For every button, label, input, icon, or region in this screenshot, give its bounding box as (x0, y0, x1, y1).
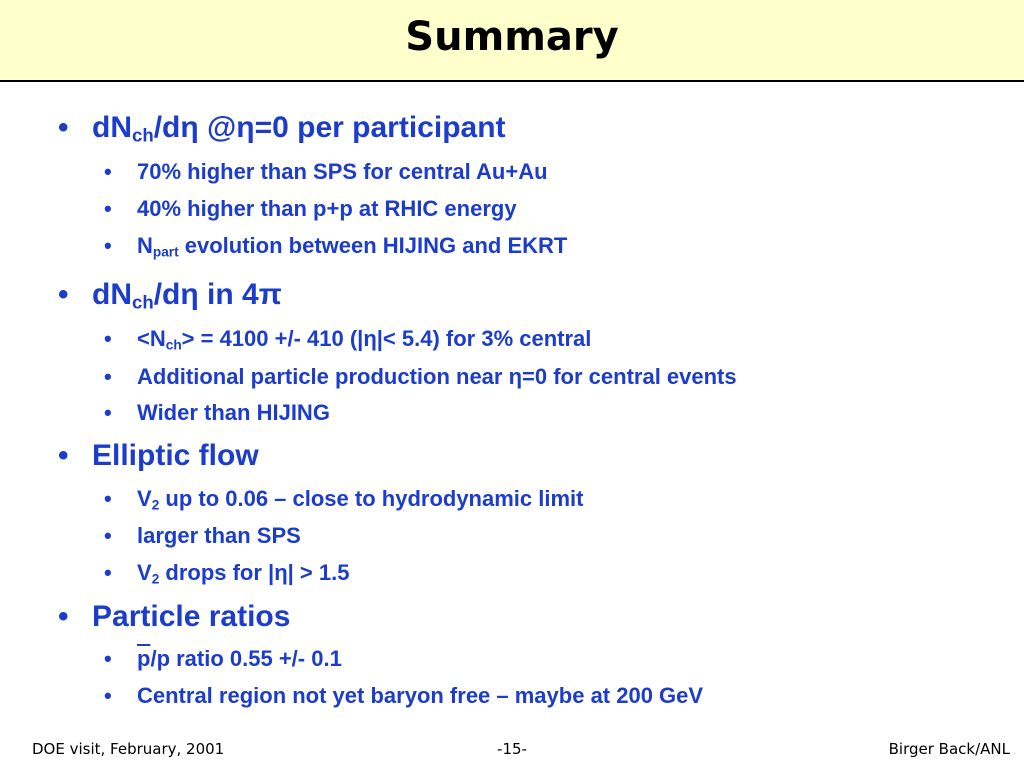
bullet-heading: $dN_{ch}/d\eta$ @η=0 per participant (92, 111, 506, 146)
sub-bullet-text: Central region not yet baryon free – maybe at 200 GeV (137, 683, 704, 708)
sub-bullet-text: Wider than HIJING (137, 400, 330, 425)
bullet-dot-icon: • (104, 560, 112, 585)
bullet-dot-icon: • (104, 683, 112, 708)
sub-bullet-text: $N_{part}$ evolution between HIJING and EKRT (137, 233, 568, 260)
bullet-dot-icon: • (58, 439, 69, 472)
bullet-heading: Particle ratios (92, 600, 291, 633)
bullet-dot-icon: • (104, 159, 112, 184)
footer-right: Birger Back/ANL (888, 740, 1010, 758)
sub-bullet-text: 70% higher than SPS for central Au+Au (137, 159, 548, 184)
bullet-dot-icon: • (104, 233, 112, 258)
bullet-heading: $dN_{ch}/d\eta$ in 4π (92, 278, 282, 313)
bullet-dot-icon: • (104, 646, 112, 671)
bullet-dot-icon: • (58, 111, 69, 144)
sub-bullet-text: larger than SPS (137, 523, 301, 548)
sub-bullet-text: 40% higher than p+p at RHIC energy (137, 196, 517, 221)
footer-left: DOE visit, February, 2001 (32, 740, 225, 758)
bullet-dot-icon: • (104, 196, 112, 221)
sub-bullet-text: $\overline{p}/p$ ratio 0.55 +/- 0.1 (137, 646, 342, 671)
antiproton-symbol: $\overline{p}$ (137, 646, 151, 671)
sub-bullet-text: $<N_{ch}> = 4100$ +/- 410 (|η|< 5.4) for 3% central (137, 326, 592, 353)
bullet-dot-icon: • (104, 364, 112, 389)
sub-bullet-text: $V_2$ up to 0.06 – close to hydrodynamic limit (137, 486, 584, 513)
sub-bullet-text: Additional particle production near η=0 for central events (137, 364, 737, 389)
bullet-heading: Elliptic flow (92, 439, 259, 472)
bullet-dot-icon: • (104, 400, 112, 425)
footer-page-number: -15- (497, 740, 527, 758)
bullet-dot-icon: • (104, 523, 112, 548)
bullet-dot-icon: • (104, 486, 112, 511)
bullet-dot-icon: • (58, 600, 69, 633)
slide-title: Summary (405, 14, 619, 60)
sub-bullet-text: $V_2$ drops for |η| > 1.5 (137, 560, 350, 587)
bullet-dot-icon: • (58, 278, 69, 311)
bullet-dot-icon: • (104, 326, 112, 351)
